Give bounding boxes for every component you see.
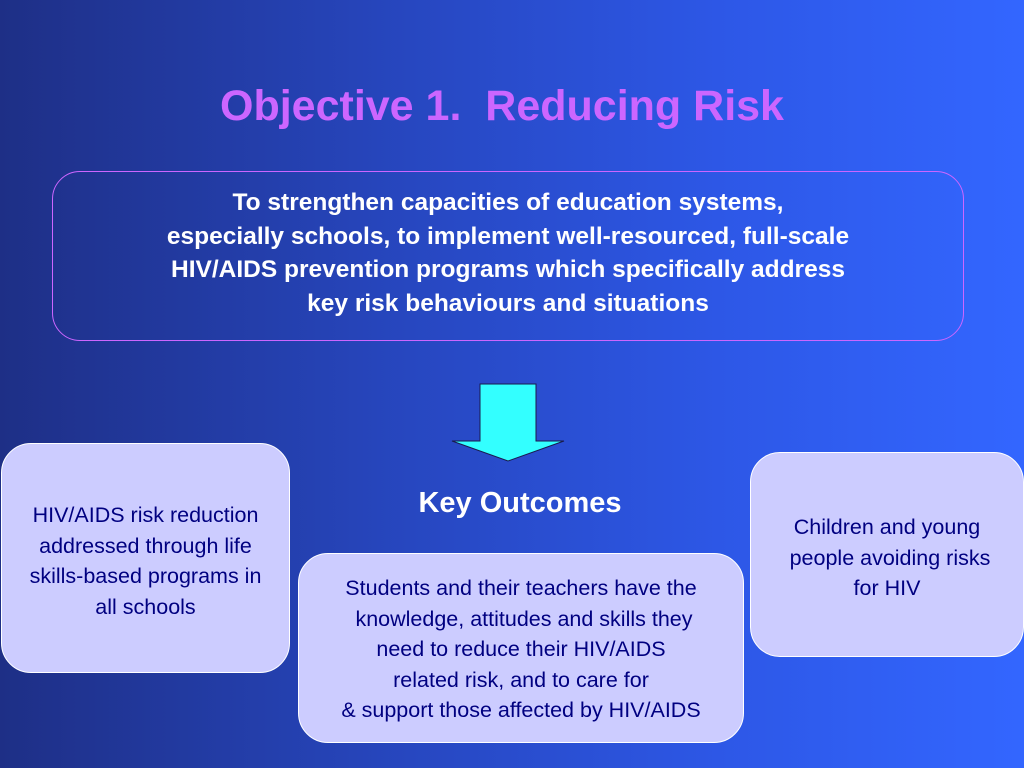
- outcome-card-right: [750, 452, 1024, 657]
- outcome-card-center: [298, 553, 744, 743]
- objective-line: To strengthen capacities of education systems,: [232, 189, 784, 216]
- outcome-line: all schools: [95, 594, 196, 619]
- outcome-line: need to reduce their HIV/AIDS: [376, 637, 666, 661]
- objective-line: especially schools, to implement well-resourced, full-scale: [166, 222, 850, 250]
- outcome-line: Children and young: [793, 515, 981, 539]
- outcome-card-left: [1, 443, 290, 673]
- slide-title: Objective 1. Reducing Risk: [220, 82, 784, 130]
- objective-line: key risk behaviours and situations: [307, 289, 709, 317]
- outcome-line: Students and their teachers have the: [345, 576, 697, 600]
- outcome-line: people avoiding risks: [783, 545, 991, 570]
- outcome-line: knowledge, attitudes and skills they: [349, 606, 693, 631]
- key-outcomes-heading: Key Outcomes: [418, 487, 622, 519]
- outcome-line: related risk, and to care for: [393, 667, 649, 692]
- down-arrow-icon: [450, 383, 566, 463]
- objective-text: [78, 186, 938, 320]
- outcome-line: & support those affected by HIV/AIDS: [341, 698, 701, 722]
- objective-box: [52, 171, 964, 341]
- outcome-line: addressed through life: [39, 533, 252, 558]
- outcome-line: HIV/AIDS risk reduction: [32, 503, 259, 527]
- outcome-line: skills-based programs in: [29, 564, 262, 588]
- outcome-line: for HIV: [853, 576, 921, 600]
- objective-line: HIV/AIDS prevention programs which specifically address: [171, 256, 845, 283]
